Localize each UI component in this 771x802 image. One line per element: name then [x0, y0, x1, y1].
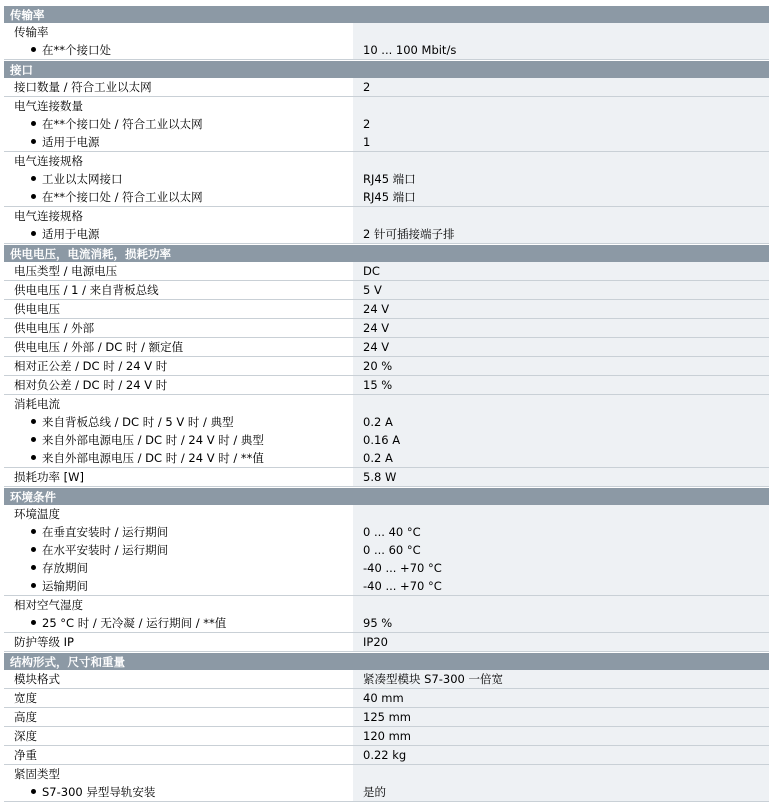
spec-label-cell	[4, 505, 353, 595]
spec-value: 0.2 A	[363, 415, 393, 429]
spec-label-text: S7-300 异型导轨安装	[42, 785, 156, 799]
spec-value: 0 ... 60 °C	[363, 543, 421, 557]
spec-label-text: 在**个接口处 / 符合工业以太网	[42, 117, 203, 131]
spec-value: 0.16 A	[363, 433, 401, 447]
bullet-icon	[31, 565, 36, 570]
spec-sheet	[4, 0, 769, 802]
spec-value	[353, 395, 769, 413]
spec-value	[353, 23, 769, 41]
spec-label	[4, 505, 353, 523]
spec-value-cell	[353, 708, 769, 726]
spec-label	[4, 633, 353, 651]
spec-sub-label	[4, 115, 353, 133]
spec-label	[4, 262, 353, 280]
spec-label-text: 防护等级 IP	[14, 635, 74, 649]
spec-label-text: 电气连接规格	[14, 154, 83, 168]
spec-label-text: 工业以太网接口	[42, 172, 123, 186]
section-header: 结构形式，尺寸和重量	[4, 652, 769, 670]
spec-label-cell	[4, 395, 353, 467]
spec-value: 10 ... 100 Mbit/s	[363, 43, 457, 57]
spec-value: RJ45 端口	[363, 172, 416, 186]
spec-row	[4, 376, 769, 395]
spec-value-cell	[353, 376, 769, 394]
spec-label-text: 接口数量 / 符合工业以太网	[14, 80, 152, 94]
spec-label	[4, 338, 353, 356]
spec-value	[353, 765, 769, 783]
spec-label-cell	[4, 727, 353, 745]
spec-label	[4, 376, 353, 394]
spec-value	[353, 505, 769, 523]
bullet-icon	[31, 47, 36, 52]
spec-row	[4, 670, 769, 689]
spec-label	[4, 765, 353, 783]
bullet-icon	[31, 176, 36, 181]
spec-label-text: 相对正公差 / DC 时 / 24 V 时	[14, 359, 168, 373]
spec-label-text: 适用于电源	[42, 227, 100, 241]
spec-label	[4, 746, 353, 764]
bullet-icon	[31, 529, 36, 534]
spec-label-text: 传输率	[14, 25, 49, 39]
spec-value-cell	[353, 207, 769, 243]
spec-value-cell	[353, 633, 769, 651]
spec-label-text: 电气连接数量	[14, 99, 83, 113]
spec-value-cell	[353, 596, 769, 632]
spec-value-cell	[353, 300, 769, 318]
spec-label	[4, 708, 353, 726]
spec-label-text: 高度	[14, 710, 37, 724]
spec-label	[4, 670, 353, 688]
spec-sub-label	[4, 41, 353, 59]
spec-label-cell	[4, 338, 353, 356]
spec-label	[4, 152, 353, 170]
spec-row	[4, 468, 769, 487]
spec-sub-label	[4, 133, 353, 151]
spec-label-text: 在水平安装时 / 运行期间	[42, 543, 169, 557]
spec-value: 40 mm	[363, 691, 404, 705]
spec-value: 5.8 W	[363, 470, 397, 484]
spec-label-text: 存放期间	[42, 561, 88, 575]
bullet-icon	[31, 437, 36, 442]
spec-label-cell	[4, 281, 353, 299]
spec-label-cell	[4, 23, 353, 59]
spec-label-cell	[4, 262, 353, 280]
spec-label-text: 在垂直安装时 / 运行期间	[42, 525, 169, 539]
spec-sub-label	[4, 170, 353, 188]
spec-value: 20 %	[363, 359, 393, 373]
spec-label-text: 宽度	[14, 691, 37, 705]
spec-label-text: 模块格式	[14, 672, 60, 686]
spec-value: 24 V	[363, 340, 390, 354]
spec-value	[353, 152, 769, 170]
spec-label-text: 电气连接规格	[14, 209, 83, 223]
spec-sub-label	[4, 225, 353, 243]
spec-label	[4, 689, 353, 707]
spec-value-cell	[353, 23, 769, 59]
spec-value-cell	[353, 262, 769, 280]
spec-row	[4, 300, 769, 319]
section-header: 接口	[4, 60, 769, 78]
spec-value-cell	[353, 78, 769, 96]
spec-label-text: 25 °C 时 / 无冷凝 / 运行期间 / **值	[42, 616, 227, 630]
spec-label-cell	[4, 670, 353, 688]
spec-value: DC	[363, 264, 380, 278]
section-header: 传输率	[4, 5, 769, 23]
spec-label-cell	[4, 746, 353, 764]
bullet-icon	[31, 121, 36, 126]
spec-value-cell	[353, 319, 769, 337]
spec-value: -40 ... +70 °C	[363, 561, 442, 575]
spec-label	[4, 97, 353, 115]
spec-label-text: 损耗功率 [W]	[14, 470, 84, 484]
spec-value: 15 %	[363, 378, 393, 392]
spec-sub-label	[4, 449, 353, 467]
spec-row	[4, 633, 769, 652]
spec-value-cell	[353, 765, 769, 801]
bullet-icon	[31, 139, 36, 144]
bullet-icon	[31, 547, 36, 552]
spec-value-cell	[353, 746, 769, 764]
spec-value: 5 V	[363, 283, 382, 297]
spec-value: 120 mm	[363, 729, 412, 743]
spec-value: 1	[363, 135, 371, 149]
spec-label-cell	[4, 633, 353, 651]
spec-label	[4, 207, 353, 225]
spec-row	[4, 596, 769, 633]
spec-value	[353, 207, 769, 225]
spec-label-text: 相对负公差 / DC 时 / 24 V 时	[14, 378, 168, 392]
spec-value-cell	[353, 357, 769, 375]
spec-value: IP20	[363, 635, 388, 649]
spec-value	[353, 97, 769, 115]
spec-value: 2 针可插接端子排	[363, 227, 455, 241]
spec-value: 24 V	[363, 302, 390, 316]
spec-label-text: 适用于电源	[42, 135, 100, 149]
spec-row	[4, 78, 769, 97]
spec-value: 24 V	[363, 321, 390, 335]
spec-value-cell	[353, 505, 769, 595]
spec-label	[4, 357, 353, 375]
spec-label	[4, 468, 353, 486]
spec-value: RJ45 端口	[363, 190, 416, 204]
spec-sub-label	[4, 541, 353, 559]
spec-label-cell	[4, 207, 353, 243]
spec-row	[4, 708, 769, 727]
spec-value-cell	[353, 395, 769, 467]
spec-label	[4, 78, 353, 96]
spec-label-cell	[4, 708, 353, 726]
spec-sub-label	[4, 413, 353, 431]
spec-row	[4, 281, 769, 300]
spec-label-cell	[4, 468, 353, 486]
section-header: 环境条件	[4, 487, 769, 505]
bullet-icon	[31, 455, 36, 460]
spec-label-text: 运输期间	[42, 579, 88, 593]
spec-value: 是的	[363, 785, 386, 799]
spec-row	[4, 689, 769, 708]
spec-label-text: 供电电压	[14, 302, 60, 316]
spec-value: 95 %	[363, 616, 393, 630]
spec-label-text: 供电电压 / 外部	[14, 321, 95, 335]
spec-value-cell	[353, 689, 769, 707]
spec-label-cell	[4, 97, 353, 151]
spec-label-cell	[4, 765, 353, 801]
spec-label-cell	[4, 152, 353, 206]
spec-value-cell	[353, 281, 769, 299]
spec-row	[4, 395, 769, 468]
spec-row	[4, 97, 769, 152]
spec-label-text: 供电电压 / 1 / 来自背板总线	[14, 283, 159, 297]
bullet-icon	[31, 419, 36, 424]
spec-value: 紧凑型模块 S7-300 一倍宽	[363, 672, 504, 686]
spec-row	[4, 319, 769, 338]
spec-label	[4, 319, 353, 337]
spec-value: 0.22 kg	[363, 748, 407, 762]
spec-value-cell	[353, 97, 769, 151]
spec-value-cell	[353, 727, 769, 745]
spec-sub-label	[4, 577, 353, 595]
spec-value-cell	[353, 670, 769, 688]
bullet-icon	[31, 194, 36, 199]
spec-row	[4, 765, 769, 802]
spec-label-text: 环境温度	[14, 507, 60, 521]
spec-label-text: 来自外部电源电压 / DC 时 / 24 V 时 / **值	[42, 451, 264, 465]
spec-label	[4, 395, 353, 413]
spec-label-text: 深度	[14, 729, 37, 743]
spec-row	[4, 207, 769, 244]
spec-row	[4, 746, 769, 765]
spec-label	[4, 300, 353, 318]
spec-label-text: 净重	[14, 748, 37, 762]
spec-label	[4, 596, 353, 614]
spec-value: -40 ... +70 °C	[363, 579, 442, 593]
spec-value	[353, 596, 769, 614]
spec-value: 2	[363, 80, 371, 94]
spec-row	[4, 338, 769, 357]
spec-row	[4, 505, 769, 596]
spec-row	[4, 152, 769, 207]
spec-sub-label	[4, 188, 353, 206]
spec-label	[4, 23, 353, 41]
bullet-icon	[31, 231, 36, 236]
spec-label-text: 相对空气湿度	[14, 598, 83, 612]
spec-sub-label	[4, 431, 353, 449]
spec-sub-label	[4, 559, 353, 577]
spec-row	[4, 262, 769, 281]
spec-label-text: 电压类型 / 电源电压	[14, 264, 118, 278]
spec-label-text: 在**个接口处 / 符合工业以太网	[42, 190, 203, 204]
spec-value-cell	[353, 152, 769, 206]
section-header: 供电电压，电流消耗，损耗功率	[4, 244, 769, 262]
spec-label-cell	[4, 300, 353, 318]
spec-label-cell	[4, 357, 353, 375]
spec-sub-label	[4, 523, 353, 541]
spec-label-text: 紧固类型	[14, 767, 60, 781]
spec-label-cell	[4, 78, 353, 96]
spec-value: 0 ... 40 °C	[363, 525, 421, 539]
spec-value: 125 mm	[363, 710, 412, 724]
spec-row	[4, 23, 769, 60]
spec-label	[4, 281, 353, 299]
spec-value: 0.2 A	[363, 451, 393, 465]
bullet-icon	[31, 789, 36, 794]
spec-sub-label	[4, 783, 353, 801]
spec-row	[4, 727, 769, 746]
spec-label-text: 来自背板总线 / DC 时 / 5 V 时 / 典型	[42, 415, 234, 429]
spec-label-cell	[4, 596, 353, 632]
spec-label	[4, 727, 353, 745]
spec-value: 2	[363, 117, 371, 131]
bullet-icon	[31, 620, 36, 625]
spec-label-text: 供电电压 / 外部 / DC 时 / 额定值	[14, 340, 184, 354]
spec-label-text: 来自外部电源电压 / DC 时 / 24 V 时 / 典型	[42, 433, 264, 447]
spec-value-cell	[353, 338, 769, 356]
spec-value-cell	[353, 468, 769, 486]
spec-label-cell	[4, 689, 353, 707]
bullet-icon	[31, 583, 36, 588]
spec-label-cell	[4, 319, 353, 337]
spec-label-cell	[4, 376, 353, 394]
spec-sub-label	[4, 614, 353, 632]
spec-label-text: 消耗电流	[14, 397, 60, 411]
spec-row	[4, 357, 769, 376]
spec-label-text: 在**个接口处	[42, 43, 111, 57]
